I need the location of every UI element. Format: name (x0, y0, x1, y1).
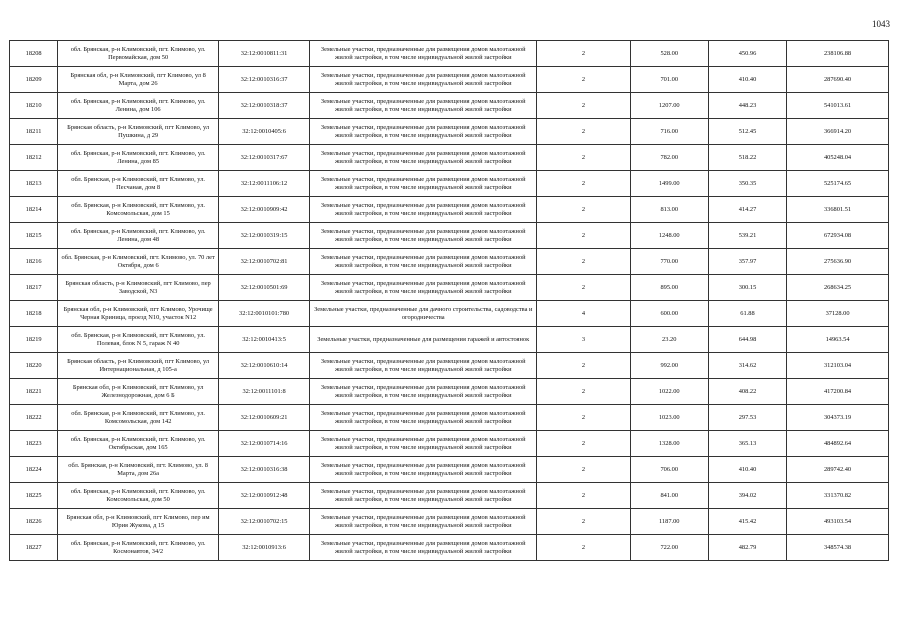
cell-specific-value: 408.22 (708, 379, 786, 405)
table-row (10, 275, 889, 301)
cell-land-use: Земельные участки, предназначенные для размещения домов малоэтажной жилой застройки, в том числе индивидуальной жилой застройки (310, 483, 537, 509)
cell-address: обл. Брянская, р-н Климовский, пгт. Климово, ул. 70 лет Октября, дом 6 (58, 249, 219, 275)
cell-specific-value: 450.96 (708, 41, 786, 67)
cell-specific-value: 297.53 (708, 405, 786, 431)
table-row (10, 483, 889, 509)
table-row (10, 535, 889, 561)
page-number: 1043 (872, 19, 890, 29)
cell-area: 1499.00 (630, 171, 708, 197)
cell-use-group: 2 (537, 93, 630, 119)
cell-cadastral-value: 37128.00 (787, 301, 889, 327)
cell-record-number: 18227 (10, 535, 58, 561)
table-row (10, 249, 889, 275)
cell-use-group: 4 (537, 301, 630, 327)
cell-record-number: 18208 (10, 41, 58, 67)
cell-cadastral-value: 238106.88 (787, 41, 889, 67)
cell-use-group: 2 (537, 379, 630, 405)
cell-cadastral-number: 32:12:0010714:16 (219, 431, 310, 457)
cell-cadastral-value: 672934.08 (787, 223, 889, 249)
cell-address: Брянская область, р-н Климовский, пгт Климово, пер Заводской, N3 (58, 275, 219, 301)
cell-specific-value: 518.22 (708, 145, 786, 171)
cell-specific-value: 61.88 (708, 301, 786, 327)
cell-cadastral-number: 32:12:0010702:15 (219, 509, 310, 535)
cell-address: Брянская обл, р-н Климовский, пгт Климово, пер им Юрия Жукова, д 15 (58, 509, 219, 535)
cell-area: 706.00 (630, 457, 708, 483)
cell-land-use: Земельные участки, предназначенные для размещения гаражей и автостоянок (310, 327, 537, 353)
cell-address: обл. Брянская, р-н Климовский, пгт Климово, ул. Песчаная, дом 8 (58, 171, 219, 197)
cell-cadastral-value: 331370.82 (787, 483, 889, 509)
cell-cadastral-number: 32:12:0010316:38 (219, 457, 310, 483)
table-row (10, 67, 889, 93)
table-row (10, 197, 889, 223)
cell-specific-value: 482.79 (708, 535, 786, 561)
cell-cadastral-number: 32:12:0010101:780 (219, 301, 310, 327)
cell-specific-value: 415.42 (708, 509, 786, 535)
table-row (10, 431, 889, 457)
cell-use-group: 2 (537, 67, 630, 93)
cell-cadastral-value: 541013.61 (787, 93, 889, 119)
table-row (10, 353, 889, 379)
cell-area: 722.00 (630, 535, 708, 561)
cell-use-group: 2 (537, 483, 630, 509)
cell-record-number: 18217 (10, 275, 58, 301)
cell-record-number: 18210 (10, 93, 58, 119)
cell-cadastral-value: 268634.25 (787, 275, 889, 301)
cell-cadastral-value: 312103.04 (787, 353, 889, 379)
cell-address: обл. Брянская, р-н Климовский, пгт Климово, ул. Комсомольская, дом 15 (58, 197, 219, 223)
cell-cadastral-number: 32:12:0010319:15 (219, 223, 310, 249)
table-row (10, 379, 889, 405)
cell-cadastral-value: 493103.54 (787, 509, 889, 535)
cell-cadastral-value: 336801.51 (787, 197, 889, 223)
cell-address: обл. Брянская, р-н Климовский, пгт. Климово, ул. Космонавтов, 34/2 (58, 535, 219, 561)
cell-use-group: 2 (537, 171, 630, 197)
cell-area: 895.00 (630, 275, 708, 301)
cell-specific-value: 300.15 (708, 275, 786, 301)
cell-address: Брянская обл, р-н Климовский, пгт Климово, ул 8 Марта, дом 26 (58, 67, 219, 93)
cell-record-number: 18212 (10, 145, 58, 171)
cell-land-use: Земельные участки, предназначенные для размещения домов малоэтажной жилой застройки, в том числе индивидуальной жилой застройки (310, 535, 537, 561)
cell-cadastral-value: 525174.65 (787, 171, 889, 197)
cell-cadastral-number: 32:12:0010610:14 (219, 353, 310, 379)
cell-use-group: 2 (537, 509, 630, 535)
cell-address: Брянская обл, р-н Климовский, пгт Климово, ул Железнодорожная, дом 6 Б (58, 379, 219, 405)
cell-land-use: Земельные участки, предназначенные для размещения домов малоэтажной жилой застройки, в том числе индивидуальной жилой застройки (310, 353, 537, 379)
cell-land-use: Земельные участки, предназначенные для размещения домов малоэтажной жилой застройки, в том числе индивидуальной жилой застройки (310, 405, 537, 431)
cell-area: 782.00 (630, 145, 708, 171)
cell-cadastral-number: 32:12:0010609:21 (219, 405, 310, 431)
cell-land-use: Земельные участки, предназначенные для размещения домов малоэтажной жилой застройки, в том числе индивидуальной жилой застройки (310, 41, 537, 67)
cell-cadastral-number: 32:12:0010316:37 (219, 67, 310, 93)
cell-record-number: 18215 (10, 223, 58, 249)
registry-table-body (10, 41, 889, 561)
cell-cadastral-number: 32:12:0010405:6 (219, 119, 310, 145)
cell-use-group: 2 (537, 275, 630, 301)
cell-cadastral-number: 32:12:0011106:12 (219, 171, 310, 197)
cell-land-use: Земельные участки, предназначенные для дачного строительства, садоводства и огородничества (310, 301, 537, 327)
table-row (10, 301, 889, 327)
cell-land-use: Земельные участки, предназначенные для размещения домов малоэтажной жилой застройки, в том числе индивидуальной жилой застройки (310, 457, 537, 483)
cell-use-group: 2 (537, 119, 630, 145)
cell-record-number: 18211 (10, 119, 58, 145)
cell-cadastral-value: 287690.40 (787, 67, 889, 93)
cell-address: обл. Брянская, р-н Климовский, пгт. Климово, ул. Ленина, дом 106 (58, 93, 219, 119)
cell-record-number: 18219 (10, 327, 58, 353)
cell-specific-value: 512.45 (708, 119, 786, 145)
cell-specific-value: 448.23 (708, 93, 786, 119)
cell-use-group: 2 (537, 41, 630, 67)
cell-address: Брянская область, р-н Климовский, пгт Климово, ул Интернациональная, д 105-а (58, 353, 219, 379)
cell-cadastral-value: 289742.40 (787, 457, 889, 483)
cell-use-group: 2 (537, 197, 630, 223)
cell-address: Брянская область, р-н Климовский, пгт Климово, ул Пушкина, д 29 (58, 119, 219, 145)
cell-specific-value: 365.13 (708, 431, 786, 457)
cell-cadastral-number: 32:12:0010909:42 (219, 197, 310, 223)
cell-cadastral-number: 32:12:0010501:69 (219, 275, 310, 301)
cell-cadastral-number: 32:12:0010318:37 (219, 93, 310, 119)
cell-record-number: 18224 (10, 457, 58, 483)
cell-cadastral-value: 484892.64 (787, 431, 889, 457)
cell-land-use: Земельные участки, предназначенные для размещения домов малоэтажной жилой застройки, в том числе индивидуальной жилой застройки (310, 171, 537, 197)
cell-specific-value: 410.40 (708, 457, 786, 483)
cell-use-group: 2 (537, 353, 630, 379)
cell-address: обл. Брянская, р-н Климовский, пгт. Климово, ул. Первомайская, дом 50 (58, 41, 219, 67)
cell-use-group: 2 (537, 223, 630, 249)
cell-cadastral-value: 275636.90 (787, 249, 889, 275)
table-row (10, 119, 889, 145)
table-row (10, 457, 889, 483)
cell-address: обл. Брянская, р-н Климовский, пгт. Климово, ул. 8 Марта, дом 26а (58, 457, 219, 483)
table-row (10, 405, 889, 431)
cell-record-number: 18216 (10, 249, 58, 275)
cell-land-use: Земельные участки, предназначенные для размещения домов малоэтажной жилой застройки, в том числе индивидуальной жилой застройки (310, 197, 537, 223)
cell-record-number: 18226 (10, 509, 58, 535)
cell-use-group: 2 (537, 249, 630, 275)
cell-use-group: 3 (537, 327, 630, 353)
cell-area: 841.00 (630, 483, 708, 509)
cell-land-use: Земельные участки, предназначенные для размещения домов малоэтажной жилой застройки, в том числе индивидуальной жилой застройки (310, 119, 537, 145)
cell-specific-value: 410.40 (708, 67, 786, 93)
cell-cadastral-number: 32:12:0011101:8 (219, 379, 310, 405)
cell-use-group: 2 (537, 431, 630, 457)
cell-area: 716.00 (630, 119, 708, 145)
cell-specific-value: 394.02 (708, 483, 786, 509)
cell-area: 600.00 (630, 301, 708, 327)
cell-specific-value: 314.62 (708, 353, 786, 379)
cell-cadastral-number: 32:12:0010317:67 (219, 145, 310, 171)
table-row (10, 145, 889, 171)
cell-record-number: 18218 (10, 301, 58, 327)
cell-cadastral-number: 32:12:0010811:31 (219, 41, 310, 67)
cell-area: 1023.00 (630, 405, 708, 431)
cell-use-group: 2 (537, 405, 630, 431)
cell-area: 992.00 (630, 353, 708, 379)
cell-area: 813.00 (630, 197, 708, 223)
cell-land-use: Земельные участки, предназначенные для размещения домов малоэтажной жилой застройки, в том числе индивидуальной жилой застройки (310, 431, 537, 457)
cell-land-use: Земельные участки, предназначенные для размещения домов малоэтажной жилой застройки, в том числе индивидуальной жилой застройки (310, 509, 537, 535)
cell-cadastral-value: 14963.54 (787, 327, 889, 353)
cell-address: обл. Брянская, р-н Климовский, пгт. Климово, ул. Ленина, дом 48 (58, 223, 219, 249)
cell-address: обл. Брянская, р-н Климовский, пгт. Климово, ул. Ленина, дом 85 (58, 145, 219, 171)
cell-use-group: 2 (537, 457, 630, 483)
cell-record-number: 18220 (10, 353, 58, 379)
cell-address: обл. Брянская, р-н Климовский, пгт Климово, ул. Комсомольская, дом 142 (58, 405, 219, 431)
cell-use-group: 2 (537, 535, 630, 561)
cell-land-use: Земельные участки, предназначенные для размещения домов малоэтажной жилой застройки, в том числе индивидуальной жилой застройки (310, 379, 537, 405)
cell-specific-value: 357.97 (708, 249, 786, 275)
table-row (10, 171, 889, 197)
cell-land-use: Земельные участки, предназначенные для размещения домов малоэтажной жилой застройки, в том числе индивидуальной жилой застройки (310, 275, 537, 301)
cell-land-use: Земельные участки, предназначенные для размещения домов малоэтажной жилой застройки, в том числе индивидуальной жилой застройки (310, 145, 537, 171)
table-row (10, 509, 889, 535)
table-row (10, 327, 889, 353)
cell-record-number: 18225 (10, 483, 58, 509)
table-row (10, 41, 889, 67)
cell-address: обл. Брянская, р-н Климовский, пгт Климово, ул. Полевая, блок N 5, гараж N 40 (58, 327, 219, 353)
cell-use-group: 2 (537, 145, 630, 171)
cell-cadastral-value: 304373.19 (787, 405, 889, 431)
cell-specific-value: 644.98 (708, 327, 786, 353)
cell-area: 1248.00 (630, 223, 708, 249)
cell-cadastral-value: 417200.84 (787, 379, 889, 405)
cell-specific-value: 539.21 (708, 223, 786, 249)
cell-area: 528.00 (630, 41, 708, 67)
cell-area: 770.00 (630, 249, 708, 275)
cell-cadastral-value: 366914.20 (787, 119, 889, 145)
cell-area: 1022.00 (630, 379, 708, 405)
cell-cadastral-number: 32:12:0010912:48 (219, 483, 310, 509)
cell-record-number: 18222 (10, 405, 58, 431)
cell-record-number: 18221 (10, 379, 58, 405)
cell-land-use: Земельные участки, предназначенные для размещения домов малоэтажной жилой застройки, в том числе индивидуальной жилой застройки (310, 93, 537, 119)
cell-land-use: Земельные участки, предназначенные для размещения домов малоэтажной жилой застройки, в том числе индивидуальной жилой застройки (310, 223, 537, 249)
cell-cadastral-number: 32:12:0010702:81 (219, 249, 310, 275)
cell-address: обл. Брянская, р-н Климовский, пгт. Климово, ул. Комсомольская, дом 50 (58, 483, 219, 509)
cell-address: Брянская обл, р-н Климовский, пгт Климово, Урочище Черная Криница, проезд N10, участок N12 (58, 301, 219, 327)
table-row (10, 223, 889, 249)
cell-record-number: 18223 (10, 431, 58, 457)
cell-cadastral-number: 32:12:0010913:6 (219, 535, 310, 561)
cell-area: 23.20 (630, 327, 708, 353)
cell-land-use: Земельные участки, предназначенные для размещения домов малоэтажной жилой застройки, в том числе индивидуальной жилой застройки (310, 249, 537, 275)
cell-address: обл. Брянская, р-н Климовский, пгт. Климово, ул. Октябрьская, дом 165 (58, 431, 219, 457)
cell-area: 701.00 (630, 67, 708, 93)
cell-cadastral-value: 348574.38 (787, 535, 889, 561)
cell-specific-value: 414.27 (708, 197, 786, 223)
cell-area: 1187.00 (630, 509, 708, 535)
cell-area: 1207.00 (630, 93, 708, 119)
cell-area: 1328.00 (630, 431, 708, 457)
cell-land-use: Земельные участки, предназначенные для размещения домов малоэтажной жилой застройки, в том числе индивидуальной жилой застройки (310, 67, 537, 93)
cell-cadastral-number: 32:12:0010413:5 (219, 327, 310, 353)
land-registry-table (9, 40, 889, 561)
cell-record-number: 18213 (10, 171, 58, 197)
cell-specific-value: 350.35 (708, 171, 786, 197)
cell-record-number: 18214 (10, 197, 58, 223)
cell-cadastral-value: 405248.04 (787, 145, 889, 171)
table-row (10, 93, 889, 119)
cell-record-number: 18209 (10, 67, 58, 93)
